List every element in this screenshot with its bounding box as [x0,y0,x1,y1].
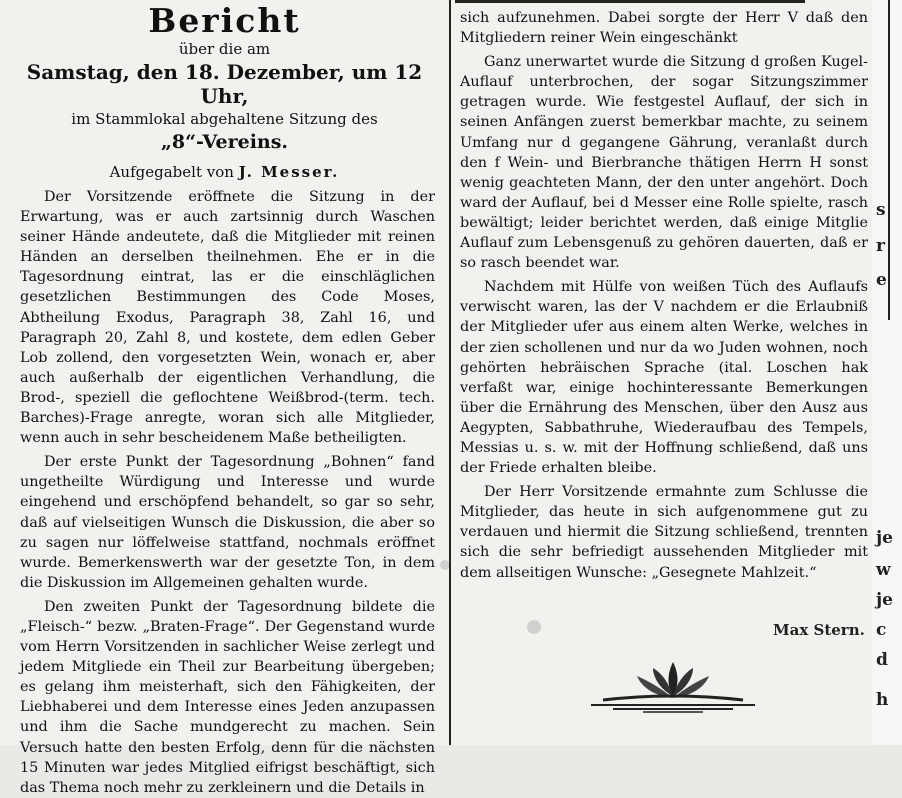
article-header [0,0,449,183]
paragraph: Den zweiten Punkt der Tagesordnung bildete die „Fleisch-“ bezw. „Braten-Frage“. Der Gegenstand wurde vom Herrn Vorsitzenden in sachlicher Weise zerlegt und jedem Mitgliede ein Theil zur Bearbeitung übergeben; es gelang ihm meisterhaft, sich den Fähigkeiten, der Liebhaberei und dem Interesse eines Jeden anzupassen und ihm die Sache mundgerecht zu machen. Sein Versuch hatte den besten Erfolg, denn für die nächsten 15 Minuten war jedes Mitglied eifrigst beschäftigt, sich das Thema noch mehr zu zerkleinern und die Details in [20,598,435,796]
paragraph: Der Vorsitzende eröffnete die Sitzung in der Erwartung, was er auch zartsinnig durch Waschen seiner Hände andeutete, daß die Mitglieder mit reinen Händen an derselben theilnehmen. Ehe er in die Tagesordnung eintrat, las er die einschläglichen gesetzlichen Bestimmungen des Code Moses, Abtheilung Exodus, Paragraph 38, Zahl 16, und Paragraph 20, Zahl 8, und kostete, dem edlen Geber Lob zollend, den vorgesetzten Wein, wonach er, aber auch außerhalb der eigentlichen Verhandlung, die Brod-, speziell die geflochtene Weißbrod-(term. tech. Barches)-Frage anregte, woran sich alle Mitglieder, wenn auch in sehr bescheidenem Maße betheiligten. [20,189,435,447]
left-column [0,0,449,796]
paragraph: Nachdem mit Hülfe von weißen Tüch des Auflaufs verwischt waren, las der V nachdem er die Erlaubniß der Mitglieder ufer aus einem alten Werke, welches in der zien schollenen und nur da wo Juden wohnen, noch gehörten hebräischen Sprache (ital. Loschen hak verfaßt war, einige hochinteressante Bemerkungen über die Ernährung des Menschen, über den Ausz aus Aegypten, Sabbathruhe, Wiederaufbau des Tempels, Messias u. s. w. mit der Hoffnung schließend, daß uns der Friede erhalten bleibe. [460,279,868,477]
ink-spot [440,560,450,570]
paragraph: Ganz unerwartet wurde die Sitzung d großen Kugel-Auflauf unterbrochen, der sogar Sitzungszimmer getragen wurde. Wie festgestel Auflauf, der sich in seinen Anfängen zuerst bemerkbar machte, zu seinem Umfang nur d gegangene Gährung, veranlaßt durch den f Wein- und Bierbranche thätigen Herrn H sonst wenig geachteten Mann, der den unter angehört. Doch ward der Auflauf, bei d Messer eine Rolle spielte, rasch bewältigt; leider berichtet werden, daß einige Mitglie Auflauf zum Lebensgenuß zu gehören dauerten, daß er so rasch beendet war. [460,54,868,272]
ink-spot [527,620,541,634]
fragment-letter: c [876,620,887,640]
lotus-ornament-icon [583,656,763,712]
fragment-letter: d [876,650,888,670]
fragment-letter: e [876,270,887,290]
article-verein: „8“-Vereins. [160,131,289,153]
column-divider [449,0,451,745]
right-column-text [452,0,872,583]
fragment-letter: w [876,560,891,580]
fragment-letter: je [876,590,893,610]
fragment-letter: r [876,236,885,256]
side-divider [888,0,890,320]
article-title: Bericht [148,1,301,40]
article-location: im Stammlokal abgehaltene Sitzung des [71,110,378,128]
fragment-letter: je [876,528,893,548]
byline-author: J. Messer. [238,163,340,181]
left-column-text [0,187,449,798]
article-subtitle: über die am [178,40,271,58]
adjacent-column-fragment [872,0,902,745]
paragraph: Der erste Punkt der Tagesordnung „Bohnen“ fand ungetheilte Würdigung und Interesse und wurde eingehend und erschöpfend behandelt, so gar so sehr, daß auf vielseitigen Wunsch die Diskussion, die aber so zu sagen nur löffelweise stattfand, nochmals eröffnet wurde. Bemerkenswerth war der gesetzte Ton, in dem die Diskussion im Allgemeinen gehalten wurde. [20,454,435,591]
paragraph: sich aufzunehmen. Dabei sorgte der Herr V daß den Mitgliedern reiner Wein eingeschänkt [460,10,868,47]
byline-prefix: Aufgegabelt von [109,163,234,181]
fragment-letter: s [876,200,886,220]
article-byline [0,161,449,183]
paragraph: Der Herr Vorsitzende ermahnte zum Schlusse die Mitglieder, das heute in sich aufgenommene gut zu verdauen und hiermit die Sitzung schließend, trennten sich die sehr befriedigt aussehenden Mitglieder mit dem allseitigen Wunsche: „Gesegnete Mahlzeit.“ [460,484,868,581]
article-date: Samstag, den 18. Dezember, um 12 Uhr, [26,60,423,108]
signature: Max Stern. [773,621,865,639]
fragment-letter: h [876,690,889,710]
